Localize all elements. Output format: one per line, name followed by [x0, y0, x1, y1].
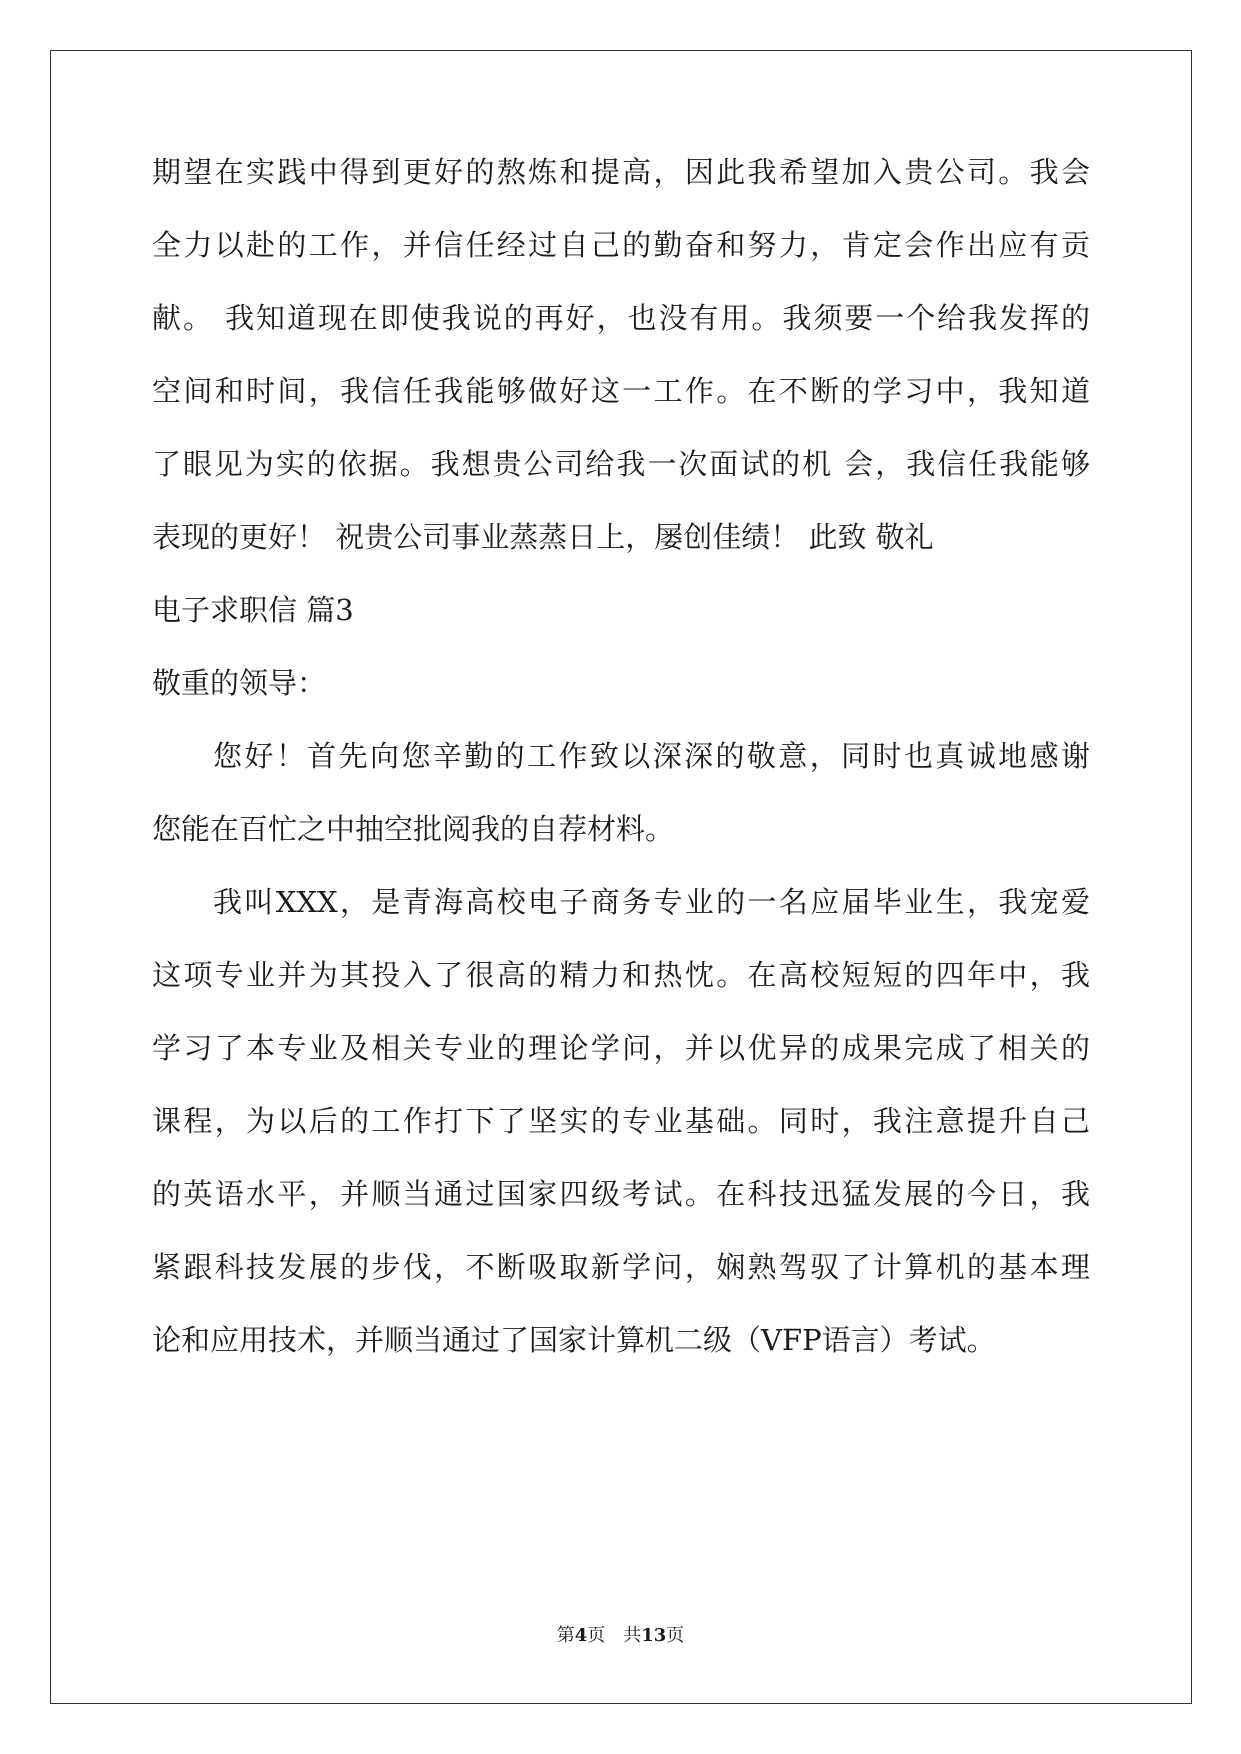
body-text-line: 您能在百忙之中抽空批阅我的自荐材料。	[152, 812, 675, 846]
section-heading: 电子求职信 篇3	[152, 593, 354, 627]
salutation: 敬重的领导：	[152, 666, 327, 700]
footer-total-pages: 13	[641, 1625, 667, 1646]
body-text-line: 学习了本专业及相关专业的理论学问，并以优异的成果完成了相关的	[152, 1031, 1090, 1065]
paragraph-first-line: 我叫XXX，是青海高校电子商务专业的一名应届毕业生，我宠爱	[213, 885, 1090, 919]
footer-middle: 页 共	[587, 1625, 642, 1646]
body-text-line: 空间和时间，我信任我能够做好这一工作。在不断的学习中，我知道	[152, 374, 1090, 408]
body-text-line: 了眼见为实的依据。我想贵公司给我一次面试的机 会，我信任我能够	[152, 447, 1090, 481]
body-text-line: 全力以赴的工作，并信任经过自己的勤奋和努力，肯定会作出应有贡	[152, 228, 1090, 262]
body-text-line: 紧跟科技发展的步伐，不断吸取新学问，娴熟驾驭了计算机的基本理	[152, 1250, 1090, 1284]
closing-line: 表现的更好！ 祝贵公司事业蒸蒸日上，屡创佳绩！ 此致 敬礼	[152, 520, 934, 554]
body-text-line: 这项专业并为其投入了很高的精力和热忱。在高校短短的四年中，我	[152, 958, 1090, 992]
paragraph-first-line: 您好！首先向您辛勤的工作致以深深的敬意，同时也真诚地感谢	[213, 739, 1090, 773]
body-text-line: 的英语水平，并顺当通过国家四级考试。在科技迅猛发展的今日，我	[152, 1177, 1090, 1211]
footer-prefix: 第	[556, 1625, 575, 1646]
body-text-line: 献。 我知道现在即使我说的再好，也没有用。我须要一个给我发挥的	[152, 301, 1090, 335]
body-text-line: 课程，为以后的工作打下了坚实的专业基础。同时，我注意提升自己	[152, 1104, 1090, 1138]
body-text-line: 期望在实践中得到更好的熬炼和提高，因此我希望加入贵公司。我会	[152, 155, 1090, 189]
footer-suffix: 页	[666, 1625, 685, 1646]
body-text-line: 论和应用技术，并顺当通过了国家计算机二级（VFP语言）考试。	[152, 1323, 996, 1357]
footer-page-number: 4	[574, 1625, 588, 1646]
page-footer	[0, 1624, 1241, 1648]
